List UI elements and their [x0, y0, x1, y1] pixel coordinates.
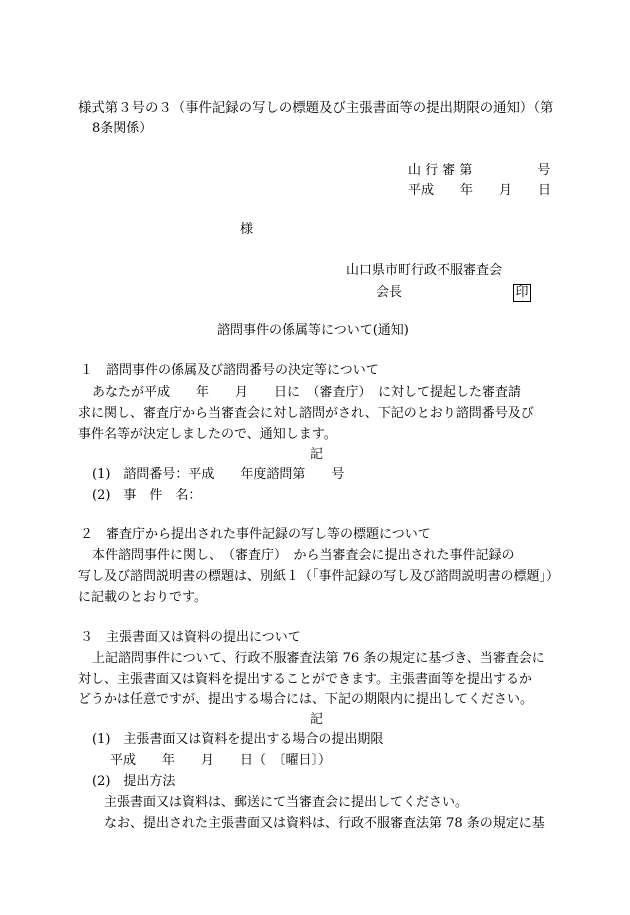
section3-item-2: (2) 提出方法 — [92, 774, 176, 789]
section3-item-1-date: 平成 年 月 日（ 〔曜日〕） — [110, 753, 332, 768]
form-title-line-2: 8条関係） — [92, 121, 153, 136]
section3-item-2-body-1: 主張書面又は資料は、郵送にて当審査会に提出してください。 — [104, 795, 469, 810]
section1-heading: １ 諮問事件の係属及び諮問番号の決定等について — [80, 363, 379, 378]
section3-body-line-1: 上記諮問事件について、行政不服審査法第 76 条の規定に基づき、当審査会に — [92, 651, 545, 666]
seal-box: 印 — [513, 284, 531, 302]
section3-item-2-body-2: なお、提出された主張書面又は資料は、行政不服審査法第 78 条の規定に基 — [104, 816, 545, 831]
section2-body-line-1: 本件諮問事件に関し、 （審査庁） から当審査会に提出された事件記録の — [92, 548, 515, 563]
document-number: 山 行 審 第 号 — [408, 163, 551, 178]
section1-body-line-1: あなたが平成 年 月 日に （審査庁） に対して提起した審査請 — [92, 385, 522, 400]
document-date: 平成 年 月 日 — [408, 183, 552, 198]
section3-body-line-3: どうかは任意ですが、提出する場合には、下記の期限内に提出してください。 — [78, 692, 534, 707]
section2-heading: ２ 審査庁から提出された事件記録の写し等の標題について — [80, 527, 431, 542]
section3-body-line-2: 対し、主張書面又は資料を提出することができます。主張書面等を提出するか — [78, 672, 532, 687]
section3-item-1: (1) 主張書面又は資料を提出する場合の提出期限 — [92, 732, 384, 747]
section1-body-line-2: 求に関し、審査庁から当審査会に対し諮問がされ、下記のとおり諮問番号及び — [78, 406, 534, 421]
sender-title: 会長 — [376, 285, 403, 300]
section1-item-1: (1) 諮問番号：平成 年度諮問第 号 — [92, 467, 345, 482]
section2-body-line-2: 写し及び諮問説明書の標題は、別紙１（「事件記録の写し及び諮問説明書の標題」） — [78, 569, 560, 584]
addressee: 様 — [240, 222, 254, 237]
section3-ki: 記 — [310, 712, 324, 727]
section1-item-2: (2) 事 件 名： — [92, 488, 202, 503]
form-title-line-1: 様式第３号の３（事件記録の写しの標題及び主張書面等の提出期限の通知）（第 — [78, 101, 554, 116]
subject: 諮問事件の係属等について(通知) — [217, 323, 409, 338]
section2-body-line-3: に記載のとおりです。 — [78, 590, 207, 605]
section3-heading: ３ 主張書面又は資料の提出について — [80, 630, 301, 645]
section1-ki: 記 — [310, 447, 324, 462]
sender-organization: 山口県市町行政不服審査会 — [346, 263, 503, 278]
section1-body-line-3: 事件名等が決定しましたので、通知します。 — [78, 427, 337, 442]
